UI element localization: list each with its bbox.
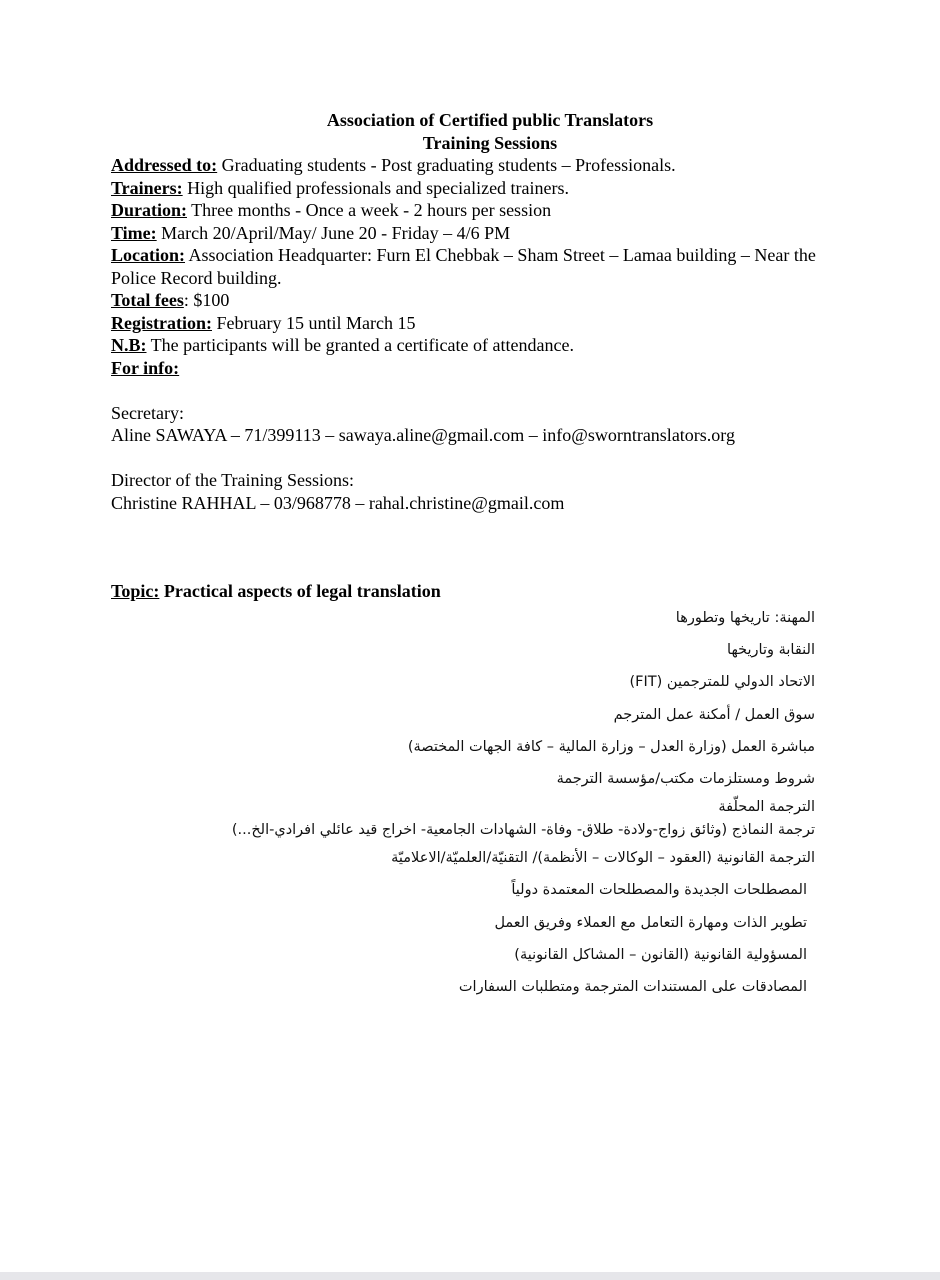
arabic-item: الترجمة المحلّفة — [718, 799, 815, 815]
document-subtitle: Training Sessions — [422, 132, 558, 153]
arabic-item: المصطلحات الجديدة والمصطلحات المعتمدة دولياً — [511, 882, 807, 898]
location-line — [111, 244, 856, 289]
duration-line — [111, 199, 856, 222]
trainers-label: Trainers: — [111, 177, 183, 198]
secretary-title: Secretary: — [111, 402, 184, 423]
for-info-line — [111, 357, 856, 380]
duration-value: Three months - Once a week - 2 hours per session — [187, 200, 552, 220]
trainers-line — [111, 177, 856, 200]
time-line — [111, 222, 856, 245]
addressed-to-line — [111, 154, 856, 177]
organization-title: Association of Certified public Translators — [326, 110, 654, 130]
document-header — [0, 109, 940, 154]
arabic-item: تطوير الذات ومهارة التعامل مع العملاء وفريق العمل — [494, 915, 807, 931]
for-info-label: For info: — [111, 357, 180, 378]
time-value: March 20/April/May/ June 20 - Friday – 4/6 PM — [156, 222, 511, 243]
arabic-item: المسؤولية القانونية (القانون – المشاكل القانونية) — [514, 947, 807, 963]
duration-label: Duration: — [111, 200, 187, 220]
nb-value: The participants will be granted a certificate of attendance. — [146, 335, 574, 355]
location-value: Association Headquarter: Furn El Chebbak – Sham Street – Lamaa building – Near the Police Record building. — [111, 245, 816, 288]
registration-label: Registration: — [111, 312, 212, 333]
secretary-contact: Aline SAWAYA – 71/399113 – sawaya.aline@gmail.com – info@sworntranslators.org — [111, 425, 735, 445]
registration-line — [111, 312, 856, 335]
total-fees-label: Total fees — [111, 290, 184, 310]
arabic-item: ترجمة النماذج (وثائق زواج-ولادة- طلاق- وفاة- الشهادات الجامعية- اخراج قيد عائلي افرادي-الخ...) — [231, 822, 815, 838]
addressed-to-value: Graduating students - Post graduating students – Professionals. — [217, 155, 676, 175]
director-title: Director of the Training Sessions: — [111, 470, 354, 490]
nb-line — [111, 334, 856, 357]
arabic-item: المصادقات على المستندات المترجمة ومتطلبات السفارات — [458, 979, 807, 995]
director-contact: Christine RAHHAL – 03/968778 – rahal.christine@gmail.com — [111, 492, 565, 513]
arabic-item: شروط ومستلزمات مكتب/مؤسسة الترجمة — [556, 771, 815, 787]
arabic-item: الترجمة القانونية (العقود – الوكالات – الأنظمة)/ التقنيّة/العلميّة/الاعلاميّة — [391, 850, 815, 866]
registration-value: February 15 until March 15 — [211, 312, 416, 333]
spacer — [111, 379, 856, 402]
total-fees-value: : $100 — [183, 290, 230, 310]
topic-label: Topic: — [111, 581, 160, 601]
nb-label: N.B: — [111, 335, 147, 355]
addressed-to-label: Addressed to: — [111, 155, 218, 175]
arabic-item: المهنة: تاريخها وتطورها — [675, 610, 815, 626]
total-fees-line — [111, 289, 856, 312]
trainers-value: High qualified professionals and specialized trainers. — [182, 177, 570, 198]
arabic-item: مباشرة العمل (وزارة العدل – وزارة المالية – كافة الجهات المختصة) — [407, 739, 815, 755]
arabic-item: الاتحاد الدولي للمترجمين (FIT) — [629, 674, 815, 690]
topic-value: Practical aspects of legal translation — [159, 581, 441, 601]
location-label: Location: — [111, 245, 185, 265]
arabic-item: النقابة وتاريخها — [727, 642, 815, 658]
page-bottom-edge — [0, 1272, 940, 1280]
arabic-item: سوق العمل / أمكنة عمل المترجم — [613, 707, 815, 723]
topic-line — [111, 580, 441, 603]
time-label: Time: — [111, 222, 157, 243]
info-section — [111, 154, 856, 514]
spacer — [111, 447, 856, 470]
